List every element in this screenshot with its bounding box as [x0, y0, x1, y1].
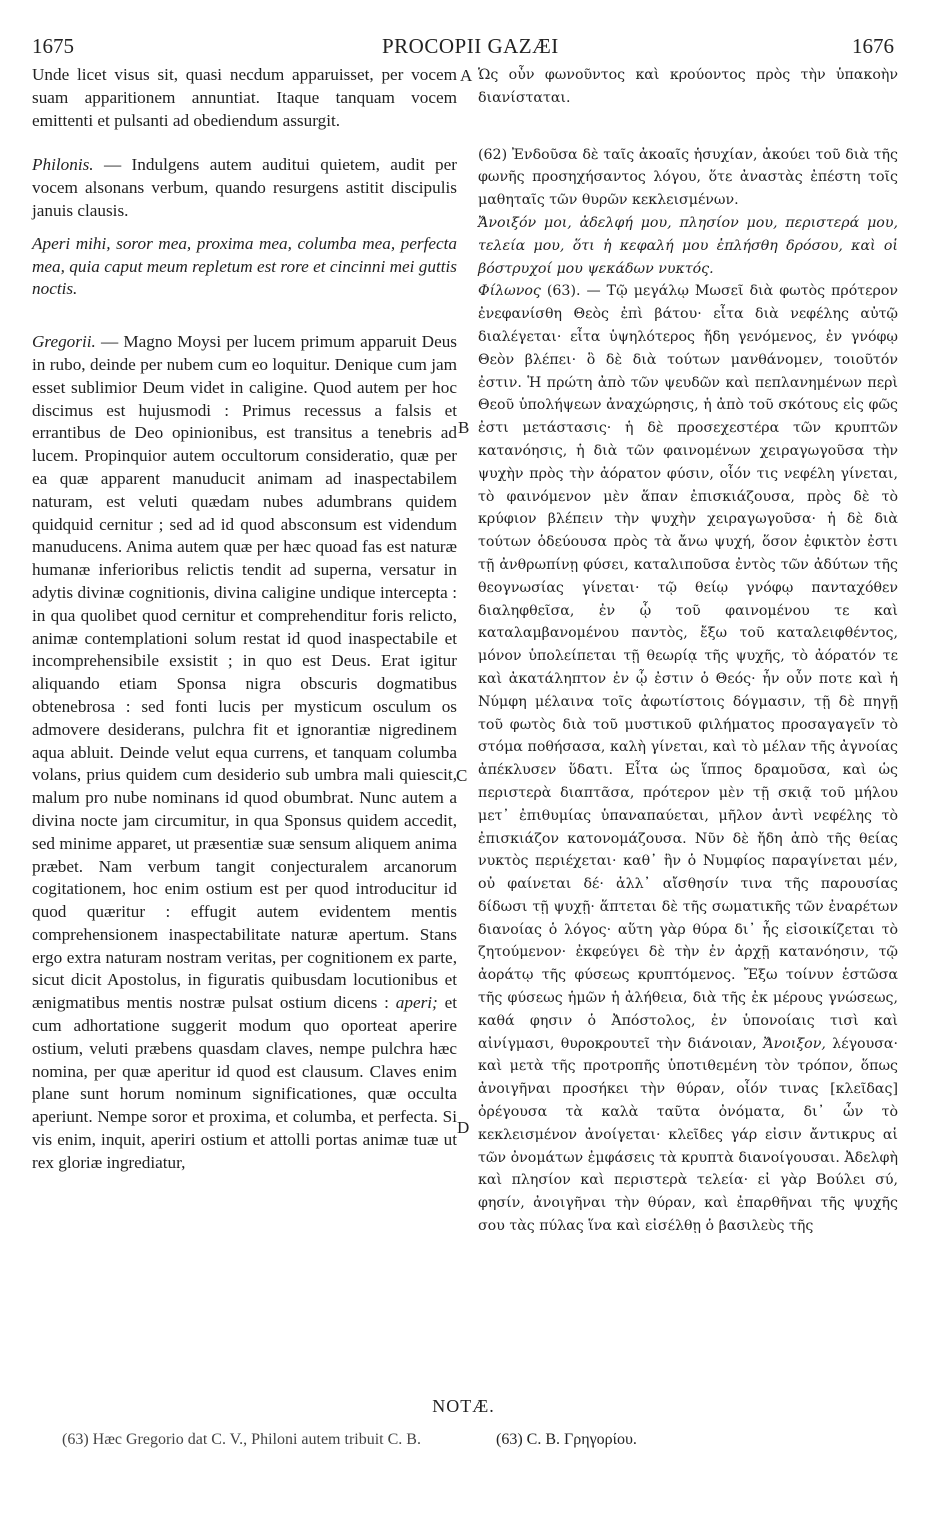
philon-text: (63). — Τῷ μεγάλῳ Μωσεῖ διὰ φωτὸς πρότερον ἐνεφανίσθη Θεὸς ἐπὶ βάτου· εἶτα διὰ νεφέλης αὐτῷ διαλέγεται· εἶτα ὑψηλότερος ἤδη γενόμενος, ἐν γνόφῳ Θεὸν βλέπει· ὃ δὲ διὰ τούτων μανθάνομεν, τοιοῦτόν ἐστιν. Ἡ πρώτη ἀπὸ τῶν ψευδῶν καὶ πεπλανημένων περὶ Θεοῦ ὑπολήψεων ἀναχώρησις, ἡ ἀπὸ τοῦ σκότους εἰς φῶς ἐστι μετάστασις· ἡ δὲ προσεχεστέρα τῶν κρυπτῶν κατανόησις, ἡ διὰ τῶν φαινομένων χειραγωγοῦσα τὴν ψυχὴν πρὸς τὴν ἀόρατον φύσιν, οἷόν τις νεφέλη γίνεται, τὸ φαινόμενον μὲν ἅπαν ἐπισκιάζουσα, πρὸς δὲ τὸ κρύφιον βλέπειν τὴν ψυχὴν χειραγωγοῦσα· ἡ δὲ διὰ τούτων ὁδεύουσα πρὸς τὰ ἄνω ψυχή, ὅσον ἐφικτὸν ἐστι τῇ ἀνθρωπίνῃ φύσει, καταλιποῦσα ἐντὸς τῶν ἀδύτων τῆς θεογνωσίας γίνεται· τῷ θείῳ γνόφῳ πανταχόθεν διαληφθεῖσα, ἐν ᾧ τοῦ φαινομένου τε καὶ καταλαμβανομένου παντὸς, ἔξω τοῦ καταλειφθέντος, μόνον ὑπολείπεται τῇ θεωρίᾳ τῆς ψυχῆς, τὸ ἀόρατόν τε καὶ ἀκατάληπτον ἐν ᾧ ἐστιν ὁ Θεός· ἦν οὖν ποτε καὶ ἡ Νύμφη μέλαινα τοῖς ἀφωτίστοις δόγμασιν, τῇ δὲ πηγῇ τοῦ φωτὸς διὰ τοῦ μυστικοῦ φιλήματος προσαγαγεῖν τὸ στόμα ποθήσασα, καλὴ γίνεται, καὶ τὸ μέλαν τῆς ἀγνοίας ἀπέκλυσεν ὕδατι. Εἶτα ὡς ἵππος δραμοῦσα, καὶ ὡς περιστερὰ διαπτᾶσα, πρότερον μὲν τῇ σκιᾷ τοῦ μήλου μετ᾽ ἐπιθυμίας ὑπαναπαύεται, μῆλον ἀντὶ νεφέλης τὸ ἐπισκιάζον κατονομάζουσα. Νῦν δὲ ἤδη ἀπὸ τῆς θείας νυκτὸς περιέχεται· καθ᾽ ἣν ὁ Νυμφίος παραγίνεται μέν, οὐ φαίνεται δέ· ἀλλ᾽ αἴσθησίν τινα τῆς παρουσίας δίδωσι τῇ ψυχῇ· ἅπτεται δὲ τῆς σωματικῆς τῶν ἐναρέτων διανοίας ὁ λόγος· αὕτη γὰρ θύρα δι᾽ ἧς εἰσοικίζεται τὸ ζητούμενον· ἐκφεύγει δὲ τὴν ἐν ἀρχῇ κατανόησιν, τῷ ἀοράτῳ τῆς φύσεως κρυπτόμενος. Ἔξω τοίνυν ἑστῶσα τῆς φύσεως ἡμῶν ἡ ἀλήθεια, διὰ τῆς ἐκ μέρους γνώσεως, καθά φησιν ὁ Ἀπόστολος, ἐν ὑπονοίαις τισὶ καὶ αἰνίγμασι, θυροκρουτεῖ τὴν διάνοιαν,: [478, 283, 898, 1052]
greek-canticle-verse: Ἄνοιξόν μοι, ἀδελφή μου, πλησίον μου, περιστερά μου, τελεία μου, ὅτι ἡ κεφαλή μου ἐπλήσθη δρόσου, καὶ οἱ βόστρυχοί μου ψεκάδων νυκτός.: [478, 214, 898, 277]
latin-para-1: Unde licet visus sit, quasi necdum apparuisset, per vocem suam apparitionem annuntiat. Itaque tanquam vocem emittenti et pulsanti ad obediendum assurgit.: [32, 65, 457, 130]
philon-heading: Φίλωνος: [478, 283, 541, 300]
gregorii-text: — Magno Moysi per lucem primum apparuit Deus in rubo, deinde per nubem cum eo loquitur. Denique cum jam esset sublimior Deum videt in caligine. Quod autem per hoc discimus est hujusmodi : Primus recessus a falsis et errantibus de Deo opinionibus, est transitus a tenebris ad lucem. Propinquior autem occultorum consideratio, quæ per ea quæ apparent manuducit animam ad inaspectabilem naturam, est veluti quædam nubes adumbrans quidem quidquid cernitur ; sed ad id quod absconsum est videndum manuducens. Anima autem quæ per hæc quoad fas est naturæ humanæ inferioribus relictis tendit ad superna, versatur in adytis divinæ cognitionis, divina caligine undique intercepta : in qua quolibet quod cernitur et comprehenditur foris relicto, animæ contemplationi solum restat id quod inaspectabile et incomprehensibile exsistit ; in quo est Deus. Erat igitur aliquando etiam Sponsa nigra obscuris dogmatibus obtenebrosa : sed fonti lucis per mysticum osculum os admovere desiderans, pulchra fit et ignorantiæ nigredinem aqua abluit. Deinde velut equa currens, et tanquam columba volans, prius quidem cum desiderio sub umbra mali quiescit, malum pro nube nominans id quod obumbrat. Nunc autem a divina nocte jam circumitur, in qua Sponsus quidem accedit, sed minime apparet, ut præsentiæ suæ sensum aliquem anima præbet. Nam verbum tangit conjecturalem arcanorum cogitationem, hoc enim ostium est per quod introducitur id quod quæritur : effugit autem evidentem mentis comprehensionem inaspectabilitate naturæ apertum. Stans ergo extra naturam nostram veritas, per cognitionem ex parte, sicut dicit Apostolus, in figuratis quibusdam locutionibus et ænigmatibus mentis nostræ pulsat ostium dicens :: [32, 332, 457, 1013]
notes-heading: NOTÆ.: [432, 1396, 495, 1416]
philonis-heading: Philonis.: [32, 155, 94, 175]
running-header: [0, 34, 927, 62]
latin-para-philonis: [32, 154, 457, 222]
gregorii-text-end: et cum adhortatione suggerit modum quo oporteat aperire ostium, veluti præbens quasdam claves, nempe pulchra hæc nomina, per quæ aperitur id quod est clausum. Claves enim plane sunt horum nominum significationes, quæ occulta aperiunt. Nempe soror et proxima, et columba, et perfecta. Si vis enim, inquit, aperiri ostium et attolli portas animæ tuæ ut rex gloriæ ingrediatur,: [32, 993, 458, 1172]
latin-column: [32, 64, 457, 1175]
gregorii-heading: Gregorii.: [32, 332, 96, 352]
anoixon-word: Ἄνοιξον,: [763, 1035, 826, 1052]
philon-text-end: λέγουσα· καὶ μετὰ τῆς προτροπῆς ὑποτιθεμένη τὸν τρόπον, ὅπως ἀνοιγῆναι προσήκει τὴν θύραν, οἷόν τινας [κλεῖδας] ὀρέγουσα τὰ καλὰ ταῦτα ὀνόματα, δι᾽ ὧν τὸ κεκλεισμένον ἀνοίγεται· κλεῖδες γάρ εἰσιν ἄντικρυς αἱ τῶν ὀνομάτων ἐμφάσεις τὰ κρυπτὰ διανοίγουσαι. Ἀδελφὴ καὶ πλησίον καὶ περιστερὰ τελεία· εἰ γὰρ Βούλει σύ, φησίν, ἀνοιγῆναι τὴν θύραν, καὶ ἐπαρθῆναι τῆς ψυχῆς σου τὰς πύλας ἵνα καὶ εἰσέλθῃ ὁ βασιλεὺς τῆς: [478, 1035, 898, 1235]
margin-letter-d: D: [457, 1118, 470, 1137]
latin-canticle-verse: Aperi mihi, soror mea, proxima mea, columba mea, perfecta mea, quia caput meum repletum est rore et cincinni mei guttis noctis.: [32, 233, 457, 299]
greek-para-philon: [478, 280, 898, 1237]
aperi-word: aperi;: [395, 993, 438, 1013]
margin-letter-c: C: [456, 766, 468, 785]
running-title: PROCOPII GAZÆI: [382, 34, 559, 58]
margin-letter-a: A: [460, 66, 473, 85]
greek-para-62: (62) Ἐνδοῦσα δὲ ταῖς ἀκοαῖς ἡσυχίαν, ἀκούει τοῦ διὰ τῆς φωνῆς προσηχήσαντος λόγου, ὅτε ἀναστὰς ἐπέστη τοῖς μαθηταῖς τῶν θυρῶν κεκλεισμένων.: [478, 146, 898, 209]
note-right: (63) C. B. Γρηγορίου.: [496, 1431, 637, 1448]
page-number-left: 1675: [32, 34, 74, 58]
greek-para-1: Ὡς οὖν φωνοῦντος καὶ κρούοντος πρὸς τὴν ὑπακοὴν διανίσταται.: [478, 67, 898, 106]
philonis-text: — Indulgens autem auditui quietem, audit per vocem alsonans verbum, quando resurgens astitit discipulis januis clausis.: [32, 155, 457, 220]
margin-letter-b: B: [458, 418, 470, 437]
greek-column: [478, 64, 898, 1238]
latin-para-gregorii: [32, 331, 457, 1174]
note-left: (63) Hæc Gregorio dat C. V., Philoni autem tribuit C. B.: [62, 1431, 421, 1448]
page-number-right: 1676: [852, 34, 894, 58]
